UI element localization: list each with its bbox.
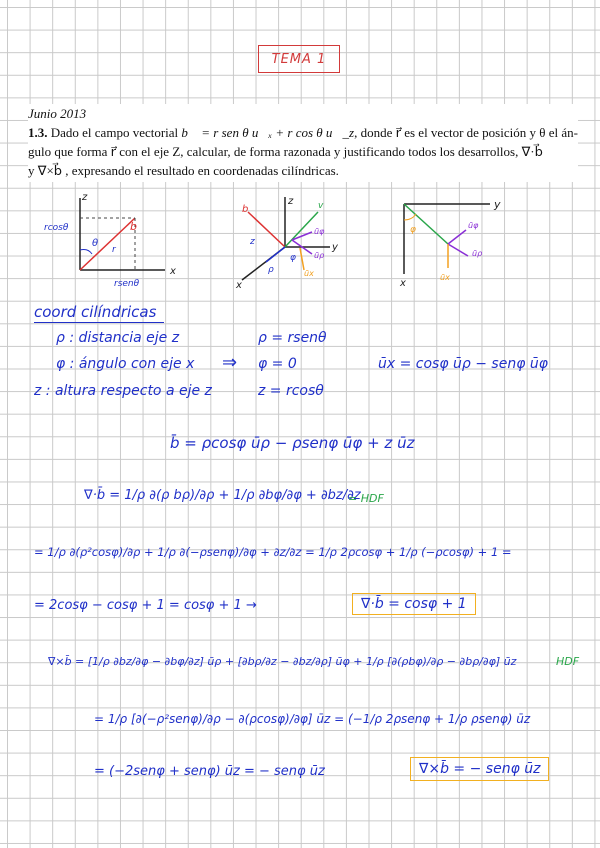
axis-y-label: y bbox=[332, 242, 338, 253]
label-rcos: rcosθ bbox=[44, 223, 69, 233]
coord-title-underline bbox=[34, 322, 164, 323]
problem-line-1 bbox=[28, 123, 578, 142]
b-cylindrical: b̄ = ρcosφ ūρ − ρsenφ ūφ + z ūz bbox=[170, 434, 415, 452]
phi-definition: φ : ángulo con eje x bbox=[56, 356, 195, 372]
hdf-note-1: = HDF bbox=[348, 492, 384, 505]
divergence-step-2: = 1/ρ ∂(ρ²cosφ)/∂ρ + 1/ρ ∂(−ρsenφ)/∂φ + ∂z/∂z = 1/ρ 2ρcosφ + 1/ρ (−ρcosφ) + 1 = bbox=[34, 545, 512, 559]
rho-segment bbox=[266, 247, 285, 262]
label-rsen: rsenθ bbox=[114, 279, 140, 289]
axis-x-label: x bbox=[400, 278, 406, 289]
vector-urho bbox=[448, 244, 468, 256]
rho-value: ρ = rsenθ bbox=[258, 330, 327, 346]
vector-ux bbox=[300, 248, 304, 270]
label-uphi: ūφ bbox=[468, 221, 479, 230]
z-value: z = rcosθ bbox=[258, 383, 324, 399]
curl-step-2: = 1/ρ [∂(−ρ²senφ)/∂ρ − ∂(ρcosφ)/∂φ] ūz = (−1/ρ 2ρsenφ + 1/ρ ρsenφ) ūz bbox=[94, 712, 531, 726]
label-uphi: ūφ bbox=[314, 227, 325, 236]
curl-formula: ∇×b̄ = [1/ρ ∂bz/∂φ − ∂bφ/∂z] ūρ + [∂bρ/∂z − ∂bz/∂ρ] ūφ + 1/ρ [∂(ρbφ)/∂ρ − ∂bρ/∂φ] ūz bbox=[48, 655, 517, 668]
divergence-step-3: = 2cosφ − cosφ + 1 = cosφ + 1 → bbox=[34, 598, 257, 613]
problem-number: 1.3. bbox=[28, 125, 48, 140]
coord-title: coord cilíndricas bbox=[34, 303, 157, 321]
phi-value: φ = 0 bbox=[258, 356, 297, 372]
tema-title-box: TEMA 1 bbox=[258, 45, 340, 73]
axis-x-label: x bbox=[236, 280, 242, 291]
problem-line-2: gulo que forma r⃗ con el eje Z, calcular, de forma razonada y justificando todos los desarrollos, ∇·b⃗ bbox=[28, 144, 543, 159]
divergence-formula: ∇·b̄ = 1/ρ ∂(ρ bρ)/∂ρ + 1/ρ ∂bφ/∂φ + ∂bz/∂z bbox=[84, 488, 361, 503]
divergence-result-box: ∇·b̄ = cosφ + 1 bbox=[352, 593, 476, 615]
diagram-cylindrical-vectors bbox=[230, 192, 360, 292]
curl-step-3: = (−2senφ + senφ) ūz = − senφ ūz bbox=[94, 764, 325, 779]
problem-text-pre: Dado el campo vectorial bbox=[50, 125, 179, 140]
implies-arrow: ⇒ bbox=[222, 352, 238, 373]
axis-z-label: z bbox=[82, 192, 88, 203]
theta-arc bbox=[80, 250, 92, 255]
axis-z-label: z bbox=[288, 196, 294, 207]
exam-date: Junio 2013 bbox=[28, 106, 87, 121]
field-expression: b⃗ = r sen θ u⃗ₓ + r cos θ u⃗_z bbox=[181, 125, 355, 140]
label-r: r bbox=[112, 245, 116, 255]
hdf-note-2: HDF bbox=[556, 655, 580, 668]
label-theta: θ bbox=[92, 238, 99, 249]
label-z: z bbox=[250, 237, 255, 247]
label-urho: ūρ bbox=[472, 249, 483, 258]
ux-relation: ūx = cosφ ūρ − senφ ūφ bbox=[378, 356, 548, 372]
label-rho: ρ bbox=[268, 265, 274, 275]
position-vector bbox=[404, 204, 448, 244]
axis-x-label: x bbox=[170, 266, 176, 277]
label-phi: φ bbox=[290, 253, 296, 263]
label-b: b bbox=[130, 220, 137, 233]
curl-result-box: ∇×b̄ = − senφ ūz bbox=[410, 757, 549, 781]
diagram-top-view bbox=[390, 192, 520, 292]
rho-definition: ρ : distancia eje z bbox=[56, 330, 180, 346]
vector-uphi bbox=[448, 230, 466, 244]
label-v: v bbox=[318, 201, 324, 211]
label-b: b bbox=[242, 204, 249, 215]
z-definition: z : altura respecto a eje z bbox=[34, 383, 212, 399]
axis-y-label: y bbox=[494, 198, 501, 211]
diagram-spherical-angle bbox=[30, 190, 190, 290]
problem-line-3: y ∇×b⃗ , expresando el resultado en coordenadas cilíndricas. bbox=[28, 163, 339, 178]
problem-text-post: , donde r⃗ es el vector de posición y θ el án- bbox=[354, 125, 578, 140]
vector-b bbox=[80, 218, 135, 270]
problem-statement bbox=[28, 104, 578, 182]
label-ux: ūx bbox=[304, 269, 314, 278]
label-ux: ūx bbox=[440, 273, 450, 282]
phi-arc bbox=[404, 214, 416, 220]
label-phi: φ bbox=[410, 225, 416, 235]
label-urho: ūρ bbox=[314, 251, 325, 260]
